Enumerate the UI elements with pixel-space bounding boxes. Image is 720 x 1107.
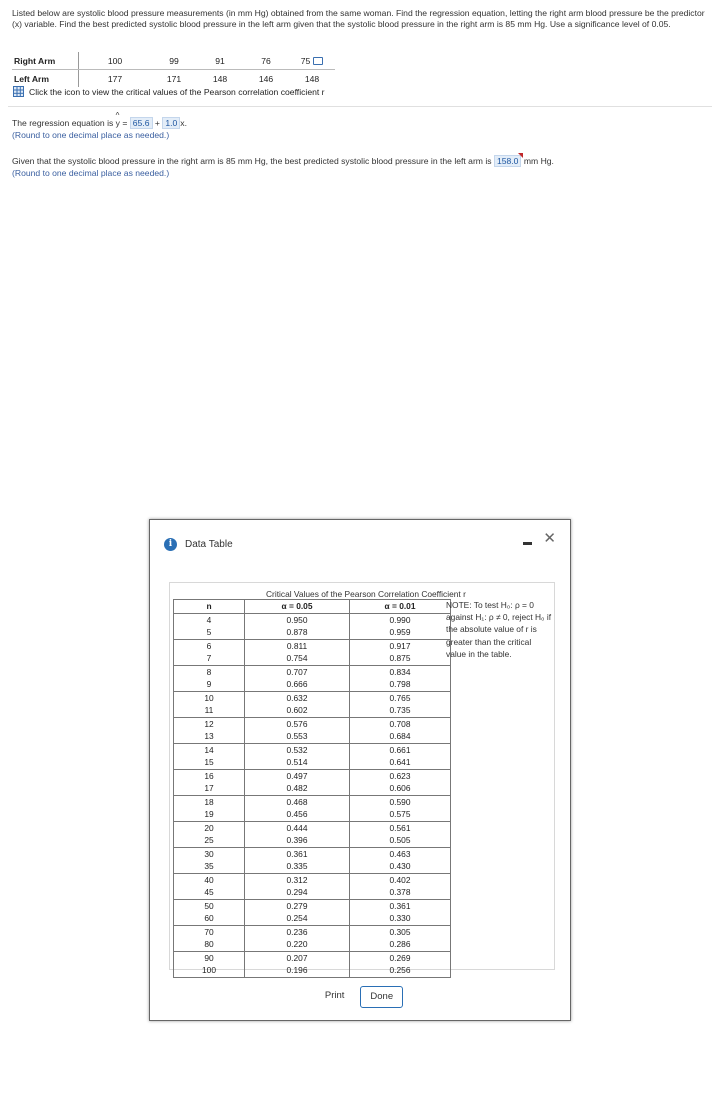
critical-value-01-cell: 0.708 [350, 717, 451, 730]
prediction-value: 158.0 [496, 156, 519, 166]
critical-value-01-cell: 0.641 [350, 756, 451, 769]
close-icon[interactable]: ✕ [543, 530, 556, 547]
info-icon: i [164, 538, 177, 551]
done-button[interactable]: Done [360, 986, 403, 1008]
critical-value-05-cell: 0.220 [245, 938, 350, 951]
critical-value-01-cell: 0.765 [350, 691, 451, 704]
critical-table-row [174, 964, 451, 977]
critical-table-row [174, 782, 451, 795]
critical-value-05-cell: 0.878 [245, 626, 350, 639]
divider [8, 106, 712, 107]
critical-value-01-cell: 0.402 [350, 873, 451, 886]
critical-value-01-cell: 0.623 [350, 769, 451, 782]
critical-table-row [174, 795, 451, 808]
critical-value-05-cell: 0.335 [245, 860, 350, 873]
critical-table-title: Critical Values of the Pearson Correlation Coefficient r [266, 589, 466, 599]
sample-size-cell: 5 [174, 626, 245, 639]
critical-value-05-cell: 0.207 [286, 952, 308, 963]
critical-value-01-cell: 0.917 [350, 639, 451, 652]
sample-size-cell: 7 [174, 652, 245, 665]
sample-size-cell: 14 [174, 743, 245, 756]
critical-value-05-cell: 0.553 [245, 730, 350, 743]
dialog-buttons [150, 986, 570, 1008]
critical-value-01-cell: 0.330 [350, 912, 451, 925]
critical-table-row [174, 769, 451, 782]
critical-table-row [174, 743, 451, 756]
critical-table-row [174, 912, 451, 925]
critical-value-05-cell: 0.811 [286, 640, 308, 651]
critical-value-05-cell: 0.514 [245, 756, 350, 769]
critical-value-05-cell: 0.236 [286, 926, 308, 937]
critical-value-05-cell: 0.632 [286, 692, 308, 703]
critical-value-05-cell: 0.707 [286, 666, 308, 677]
table-grid-icon[interactable] [13, 86, 24, 97]
right-arm-value: 75 [300, 55, 311, 66]
left-arm-row [12, 70, 335, 88]
critical-table-header-row [174, 600, 451, 614]
sample-size-cell: 90 [174, 951, 245, 964]
critical-table-row [174, 691, 451, 704]
critical-value-05-cell: 0.482 [245, 782, 350, 795]
critical-value-01-cell: 0.575 [350, 808, 451, 821]
critical-value-01-cell: 0.505 [350, 834, 451, 847]
sample-size-cell: 70 [174, 925, 245, 938]
critical-value-05-cell: 0.361 [286, 848, 308, 859]
critical-value-01-cell: 0.661 [350, 743, 451, 756]
sample-size-cell: 9 [174, 678, 245, 691]
sample-size-cell: 6 [174, 639, 245, 652]
problem-statement: Listed below are systolic blood pressure measurements (in mm Hg) obtained from the same woman. Find the regression equation, letting the right arm blood pressure be the predictor (x) variable. Find the best predicted systolic blood pressure in the left arm given that the systolic blood pressure in the right arm is 85 mm Hg. Use a significance level of 0.05. [12, 8, 705, 29]
sample-size-cell: 100 [174, 964, 245, 977]
sample-size-cell: 17 [174, 782, 245, 795]
critical-value-01-cell: 0.834 [350, 665, 451, 678]
blood-pressure-table [12, 52, 335, 87]
critical-values-link[interactable] [13, 86, 325, 97]
incorrect-flag-icon [518, 153, 523, 158]
critical-values-link-text[interactable]: Click the icon to view the critical values of the Pearson correlation coefficient r [29, 86, 325, 97]
critical-table-row [174, 717, 451, 730]
critical-table-row [174, 678, 451, 691]
right-arm-row [12, 52, 335, 70]
left-arm-value: 146 [258, 73, 274, 84]
sample-size-cell: 80 [174, 938, 245, 951]
critical-value-05-cell: 0.196 [245, 964, 350, 977]
prediction-rounding-hint: (Round to one decimal place as needed.) [12, 168, 170, 178]
sample-size-cell: 19 [174, 808, 245, 821]
critical-value-05-cell: 0.468 [286, 796, 308, 807]
slope-answer-box[interactable]: 1.0 [162, 117, 180, 129]
critical-table-row [174, 821, 451, 834]
critical-value-01-cell: 0.735 [350, 704, 451, 717]
critical-value-01-cell: 0.305 [350, 925, 451, 938]
copy-data-icon[interactable] [313, 57, 323, 65]
critical-value-05-cell: 0.312 [286, 874, 308, 885]
critical-value-01-cell: 0.875 [350, 652, 451, 665]
critical-value-01-cell: 0.606 [350, 782, 451, 795]
right-arm-label: Right Arm [12, 52, 79, 70]
intercept-answer-box[interactable]: 65.6 [130, 117, 153, 129]
critical-value-01-cell: 0.378 [350, 886, 451, 899]
sample-size-cell: 25 [174, 834, 245, 847]
critical-table-row [174, 873, 451, 886]
critical-value-01-cell: 0.430 [350, 860, 451, 873]
prediction-answer-box[interactable] [494, 155, 522, 167]
sample-size-cell: 15 [174, 756, 245, 769]
critical-table-row [174, 808, 451, 821]
critical-table-row [174, 639, 451, 652]
sample-size-cell: 20 [174, 821, 245, 834]
critical-table-row [174, 938, 451, 951]
critical-value-05-cell: 0.396 [245, 834, 350, 847]
critical-value-01-cell: 0.959 [350, 626, 451, 639]
right-arm-value: 76 [243, 52, 289, 70]
critical-value-05-cell: 0.279 [286, 900, 308, 911]
critical-table-row [174, 626, 451, 639]
critical-table-row [174, 756, 451, 769]
sample-size-cell: 11 [174, 704, 245, 717]
minimize-button[interactable] [523, 542, 532, 545]
sample-size-cell: 60 [174, 912, 245, 925]
critical-table-row [174, 899, 451, 912]
critical-value-01-cell: 0.286 [350, 938, 451, 951]
critical-value-01-cell: 0.256 [350, 964, 451, 977]
sample-size-cell: 16 [174, 769, 245, 782]
critical-value-05-cell: 0.444 [286, 822, 308, 833]
critical-table-row [174, 652, 451, 665]
critical-table-row [174, 704, 451, 717]
regression-suffix: x. [180, 118, 187, 128]
right-arm-value: 91 [197, 52, 243, 70]
dialog-title: Data Table [185, 539, 233, 550]
regression-rounding-hint: (Round to one decimal place as needed.) [12, 130, 170, 140]
sample-size-cell: 8 [174, 665, 245, 678]
sample-size-cell: 50 [174, 899, 245, 912]
sample-size-cell: 13 [174, 730, 245, 743]
plus-sign: + [154, 118, 160, 128]
critical-value-01-cell: 0.798 [350, 678, 451, 691]
critical-value-01-cell: 0.684 [350, 730, 451, 743]
sample-size-cell: 30 [174, 847, 245, 860]
critical-value-01-cell: 0.561 [350, 821, 451, 834]
critical-value-01-cell: 0.361 [350, 899, 451, 912]
left-arm-value: 148 [212, 73, 228, 84]
y-hat-symbol: ^ y [116, 118, 120, 128]
critical-values-table [173, 599, 451, 978]
print-button[interactable]: Print [324, 990, 345, 1001]
column-header-alpha-05: α = 0.05 [245, 600, 350, 614]
left-arm-value: 148 [304, 73, 320, 84]
sample-size-cell: 4 [174, 613, 245, 626]
left-arm-label: Left Arm [12, 70, 79, 88]
critical-value-05-cell: 0.754 [245, 652, 350, 665]
left-arm-value: 171 [166, 73, 182, 84]
sample-size-cell: 12 [174, 717, 245, 730]
critical-value-05-cell: 0.602 [245, 704, 350, 717]
column-header-alpha-01: α = 0.01 [350, 600, 451, 614]
data-table-dialog [149, 519, 571, 1021]
critical-table-row [174, 860, 451, 873]
critical-value-05-cell: 0.254 [245, 912, 350, 925]
critical-value-01-cell: 0.463 [350, 847, 451, 860]
critical-value-05-cell: 0.950 [286, 614, 308, 625]
critical-value-05-cell: 0.532 [286, 744, 308, 755]
critical-values-panel [169, 582, 555, 975]
critical-table-row [174, 951, 451, 964]
critical-table-body [174, 613, 451, 977]
critical-value-05-cell: 0.294 [245, 886, 350, 899]
critical-value-05-cell: 0.666 [245, 678, 350, 691]
sample-size-cell: 45 [174, 886, 245, 899]
sample-size-cell: 18 [174, 795, 245, 808]
prediction-prefix: Given that the systolic blood pressure in the right arm is 85 mm Hg, the best predicted systolic blood pressure in the left arm is [12, 156, 492, 166]
sample-size-cell: 40 [174, 873, 245, 886]
critical-value-01-cell: 0.269 [350, 951, 451, 964]
hypothesis-note: NOTE: To test H₀: ρ = 0 against H₁: ρ ≠ 0, reject H₀ if the absolute value of r is greater than the critical value in the table. [446, 600, 552, 659]
critical-table-row [174, 665, 451, 678]
critical-table-row [174, 847, 451, 860]
critical-value-05-cell: 0.576 [286, 718, 308, 729]
critical-table-row [174, 834, 451, 847]
right-arm-value: 99 [151, 52, 197, 70]
dialog-header [164, 538, 233, 551]
sample-size-cell: 35 [174, 860, 245, 873]
critical-value-05-cell: 0.497 [286, 770, 308, 781]
critical-table-row [174, 886, 451, 899]
column-header-n: n [174, 600, 245, 614]
critical-value-01-cell: 0.990 [350, 613, 451, 626]
regression-line [12, 117, 187, 129]
critical-value-01-cell: 0.590 [350, 795, 451, 808]
left-arm-value: 177 [107, 73, 123, 84]
regression-prefix: The regression equation is [12, 118, 114, 128]
equals-sign: = [122, 118, 128, 128]
prediction-line [12, 155, 554, 167]
critical-table-row [174, 925, 451, 938]
critical-table-row [174, 730, 451, 743]
right-arm-value: 100 [79, 52, 152, 70]
prediction-unit: mm Hg. [523, 156, 554, 166]
critical-table-row [174, 613, 451, 626]
sample-size-cell: 10 [174, 691, 245, 704]
critical-value-05-cell: 0.456 [245, 808, 350, 821]
